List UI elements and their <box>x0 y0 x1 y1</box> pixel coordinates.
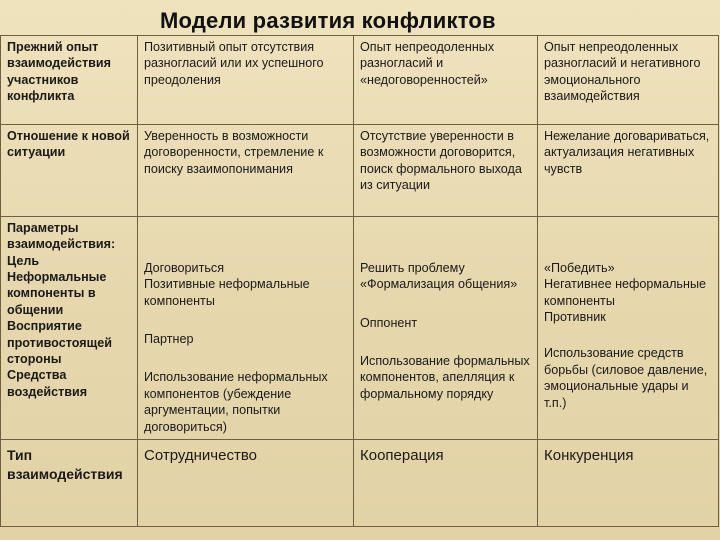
conflict-models-table <box>0 35 719 527</box>
header-line-perception: Восприятие противостоящей стороны <box>7 319 112 366</box>
table-cell: Конкуренция <box>538 440 719 527</box>
goal-text: Договориться <box>144 261 225 275</box>
header-line-informal: Неформальные компоненты в общении <box>7 270 107 317</box>
goal-text: Решить проблему <box>360 261 465 275</box>
perception-text: Партнер <box>144 332 194 347</box>
table-cell: Отсутствие уверенности в возможности договорится, поиск формального выхода из ситуации <box>354 125 538 217</box>
means-text: Использование формальных компонентов, апелляция к формальному порядку <box>360 354 530 401</box>
table-cell: Опыт непреодоленных разногласий и негативного эмоционального взаимодействия <box>538 36 719 125</box>
informal-text: «Формализация общения» <box>360 277 518 292</box>
table-row <box>1 36 719 125</box>
table-row <box>1 125 719 217</box>
table-cell: Опыт непреодоленных разногласий и «недоговоренностей» <box>354 36 538 125</box>
perception-text: Противник <box>544 310 606 325</box>
row-header-attitude: Отношение к новой ситуации <box>1 125 138 217</box>
table-cell: Кооперация <box>354 440 538 527</box>
table-cell <box>138 217 354 440</box>
table-cell: Нежелание договариваться, актуализация негативных чувств <box>538 125 719 217</box>
means-text: Использование средств борьбы (силовое давление, эмоциональные удары и т.п.) <box>544 346 708 410</box>
table-row <box>1 217 719 440</box>
table-cell: Уверенность в возможности договоренности, стремление к поиску взаимопонимания <box>138 125 354 217</box>
table-cell <box>538 217 719 440</box>
goal-text: «Победить» <box>544 261 615 275</box>
table-cell: Сотрудничество <box>138 440 354 527</box>
table-row <box>1 440 719 527</box>
means-text: Использование неформальных компонентов (убеждение аргументации, попытки договориться) <box>144 370 328 434</box>
page-title: Модели развития конфликтов <box>160 8 496 33</box>
header-line-means: Средства воздействия <box>7 368 88 399</box>
informal-text: Позитивные неформальные компоненты <box>144 277 310 308</box>
row-header-prior-experience: Прежний опыт взаимодействия участников конфликта <box>1 36 138 125</box>
table-cell <box>354 217 538 440</box>
row-header-interaction-params <box>1 217 138 440</box>
row-header-interaction-type: Тип взаимодействия <box>1 440 138 527</box>
informal-text: Негативнее неформальные компоненты <box>544 277 707 308</box>
header-line-goal: Цель <box>7 253 40 268</box>
header-line-params: Параметры взаимодействия: <box>7 221 116 252</box>
perception-text: Оппонент <box>360 315 418 330</box>
table-cell: Позитивный опыт отсутствия разногласий или их успешного преодоления <box>138 36 354 125</box>
